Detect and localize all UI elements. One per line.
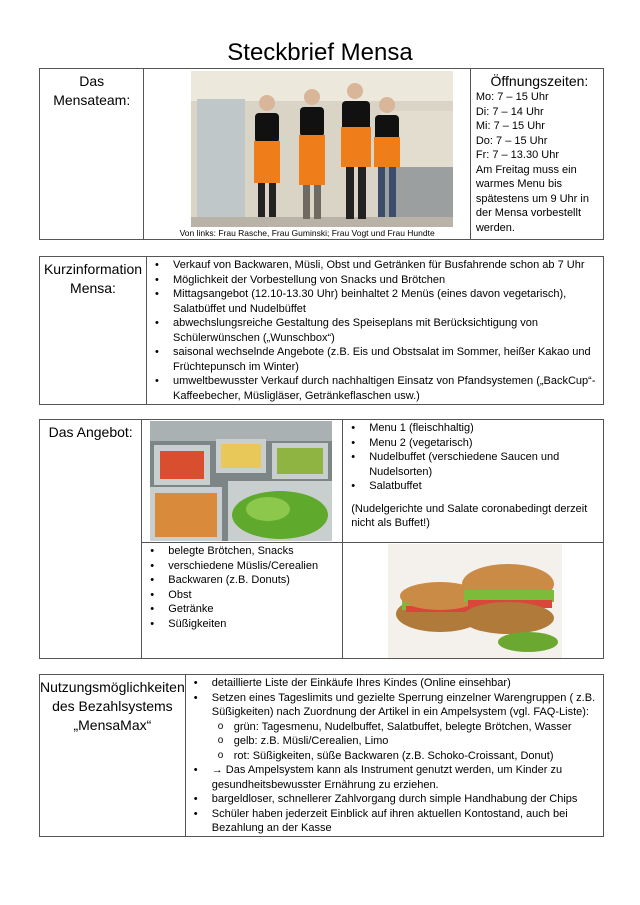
hours-friday: Fr: 7 – 13.30 Uhr bbox=[475, 149, 559, 161]
list-item: • detaillierte Liste der Einkäufe Ihres Kindes (Online einsehbar) bbox=[186, 676, 597, 691]
hours-thursday: Do: 7 – 15 Uhr bbox=[475, 134, 548, 147]
list-item: o rot: Süßigkeiten, süße Backwaren (z.B. Schoko-Croissant, Donut) bbox=[186, 749, 597, 764]
team-caption: Von links: Frau Rasche, Frau Guminski; Frau Vogt und Frau Hundte bbox=[179, 228, 435, 238]
kurzinfo-label: Kurzinformation Mensa: bbox=[40, 257, 147, 405]
friday-note: Am Freitag muss ein warmes Menu bis spätestens um 9 Uhr in der Mensa vorbestellt werden. bbox=[475, 163, 589, 234]
hours-list bbox=[476, 90, 603, 235]
angebot-label: Das Angebot: bbox=[40, 420, 142, 659]
list-item: • bargeldloser, schnellerer Zahlvorgang durch simple Handhabung der Chips bbox=[186, 792, 597, 807]
sandwich-photo bbox=[388, 544, 562, 658]
ampel-text: Setzen eines Tageslimits und gezielte Sperrung einzelner Warengruppen ( z.B. Süßigkeiten) nach Zuordnung der Artikel in ein Ampelsystem (vgl. FAQ-Liste): bbox=[211, 691, 596, 718]
hours-title: Öffnungszeiten: bbox=[490, 73, 589, 89]
list-item: • → Das Ampelsystem kann als Instrument genutzt werden, um Kinder zu gesundheitsbewusster Ernährung zu erziehen. bbox=[186, 763, 597, 792]
list-item bbox=[186, 691, 597, 720]
list-item: • Schüler haben jederzeit Einblick auf ihren aktuellen Kontostand, auch bei Bezahlung an der Kasse bbox=[186, 807, 597, 836]
list-item: • Menu 2 (vegetarisch) bbox=[343, 436, 599, 451]
list-item: • Verkauf von Backwaren, Müsli, Obst und Getränken für Busfahrende schon ab 7 Uhr bbox=[147, 258, 597, 273]
list-item: o grün: Tagesmenu, Nudelbuffet, Salatbuffet, belegte Brötchen, Wasser bbox=[186, 720, 597, 735]
hours-monday: Mo: 7 – 15 Uhr bbox=[475, 91, 549, 103]
list-item: • Salatbuffet bbox=[343, 479, 599, 494]
list-item: • belegte Brötchen, Snacks bbox=[142, 544, 342, 559]
buffet-note: (Nudelgerichte und Salate coronabedingt derzeit nicht als Buffet!) bbox=[351, 502, 588, 529]
list-item: • Getränke bbox=[142, 602, 342, 617]
team-label: Das Mensateam: bbox=[40, 69, 144, 240]
list-item: o gelb: z.B. Müsli/Cerealien, Limo bbox=[186, 734, 597, 749]
ampel-sublist bbox=[186, 720, 597, 764]
kurzinfo-list bbox=[147, 258, 597, 403]
list-item: • Backwaren (z.B. Donuts) bbox=[142, 573, 342, 588]
hours-tuesday: Di: 7 – 14 Uhr bbox=[475, 105, 544, 118]
bezahl-label: Nutzungsmöglichkeiten des Bezahlsystems „MensaMax“ bbox=[40, 675, 186, 837]
bezahl-table bbox=[39, 674, 604, 837]
list-item: • Obst bbox=[142, 588, 342, 603]
list-item: • Menu 1 (fleischhaltig) bbox=[343, 421, 599, 436]
snack-list bbox=[142, 544, 342, 631]
bezahl-list-2 bbox=[186, 763, 597, 836]
list-item: • Mittagsangebot (12.10-13.30 Uhr) beinhaltet 2 Menüs (eines davon vegetarisch), Salatbüffet und Nudelbüffet bbox=[147, 287, 597, 316]
list-item: • umweltbewusster Verkauf durch nachhaltigen Einsatz von Pfandsystemen („BackCup“-Kaffeebecher, Müsligläser, Getränkeflaschen usw.) bbox=[147, 374, 597, 403]
list-item: • Möglichkeit der Vorbestellung von Snacks und Brötchen bbox=[147, 273, 597, 288]
angebot-table bbox=[39, 419, 604, 659]
list-item: • Süßigkeiten bbox=[142, 617, 342, 632]
salad-bar-photo bbox=[150, 421, 332, 541]
hours-wednesday: Mi: 7 – 15 Uhr bbox=[475, 120, 545, 132]
list-item: • abwechslungsreiche Gestaltung des Speiseplans mit Berücksichtigung von Schülerwünschen („Wunschbox“) bbox=[147, 316, 597, 345]
team-photo bbox=[191, 71, 453, 227]
menu-list bbox=[343, 421, 599, 494]
list-item: • verschiedene Müslis/Cerealien bbox=[142, 559, 342, 574]
kurzinfo-table bbox=[39, 256, 604, 405]
list-item: • saisonal wechselnde Angebote (z.B. Eis und Obstsalat im Sommer, heißer Kakao und Früchtepunsch im Winter) bbox=[147, 345, 597, 374]
page-title: Steckbrief Mensa bbox=[227, 39, 413, 66]
bezahl-list bbox=[186, 676, 597, 720]
team-table bbox=[39, 68, 604, 240]
list-item: • Nudelbuffet (verschiedene Saucen und Nudelsorten) bbox=[343, 450, 599, 479]
